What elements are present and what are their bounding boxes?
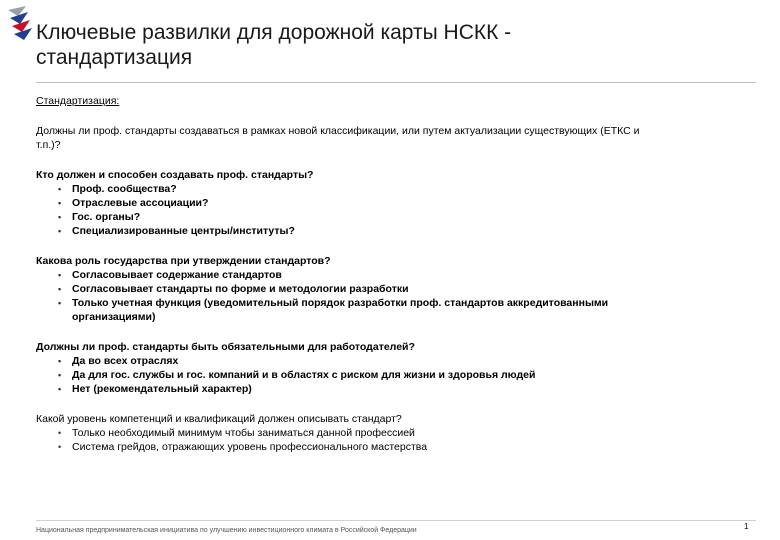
list-item: • Согласовывает содержание стандартов	[58, 269, 282, 281]
page-title-line-2: стандартизация	[36, 46, 193, 69]
section-title: Стандартизация:	[36, 95, 120, 107]
question-4-options	[36, 426, 756, 454]
page-title-line-1: Ключевые развилки для дорожной карты НСКК -	[36, 21, 512, 44]
list-item: • Гос. органы?	[58, 211, 141, 223]
main-content	[36, 94, 756, 454]
bullet-dot-icon: •	[58, 284, 62, 294]
question-2-options	[36, 268, 756, 324]
bullet-dot-icon: •	[58, 442, 62, 452]
intro-line-1: Должны ли проф. стандарты создаваться в рамках новой классификации, или путем актуализации существующих (ЕТКС и	[36, 125, 640, 137]
list-item: • Нет (рекомендательный характер)	[58, 383, 252, 395]
list-item-continuation: организациями)	[72, 311, 156, 323]
list-item: • Система грейдов, отражающих уровень профессионального мастерства	[58, 441, 428, 453]
bullet-dot-icon: •	[58, 226, 62, 236]
bullet-dot-icon: •	[58, 370, 62, 380]
question-2: Какова роль государства при утверждении стандартов?	[36, 255, 331, 267]
bullet-dot-icon: •	[58, 298, 62, 308]
bullet-dot-icon: •	[58, 270, 62, 280]
footer-text: Национальная предпринимательская инициатива по улучшению инвестиционного климата в Российской Федерации	[36, 527, 417, 534]
footer-divider	[36, 520, 756, 521]
list-item: • Проф. сообщества?	[58, 183, 177, 195]
bullet-dot-icon: •	[58, 356, 62, 366]
list-item: • Отраслевые ассоциации?	[58, 197, 209, 209]
bullet-dot-icon: •	[58, 428, 62, 438]
question-1-options	[36, 182, 756, 238]
question-4: Какой уровень компетенций и квалификаций должен описывать стандарт?	[36, 413, 402, 425]
question-1: Кто должен и способен создавать проф. стандарты?	[36, 169, 314, 181]
list-item: • Специализированные центры/институты?	[58, 225, 295, 237]
list-item: • Только необходимый минимум чтобы заниматься данной профессией	[58, 427, 415, 439]
list-item: • Только учетная функция (уведомительный порядок разработки проф. стандартов аккредитованными	[58, 297, 609, 309]
list-item: • Согласовывает стандарты по форме и методологии разработки	[58, 283, 409, 295]
list-item: • Да во всех отраслях	[58, 355, 179, 367]
page-title	[36, 20, 756, 70]
bullet-dot-icon: •	[58, 198, 62, 208]
bullet-dot-icon: •	[58, 212, 62, 222]
question-3-options	[36, 354, 756, 396]
question-3: Должны ли проф. стандарты быть обязательными для работодателей?	[36, 341, 415, 353]
list-item: • Да для гос. службы и гос. компаний и в областях с риском для жизни и здоровья людей	[58, 369, 536, 381]
title-divider	[36, 82, 756, 83]
page-number: 1	[744, 522, 749, 531]
logo-icon	[6, 4, 34, 44]
bullet-dot-icon: •	[58, 384, 62, 394]
bullet-dot-icon: •	[58, 184, 62, 194]
intro-line-2: т.п.)?	[36, 139, 61, 151]
